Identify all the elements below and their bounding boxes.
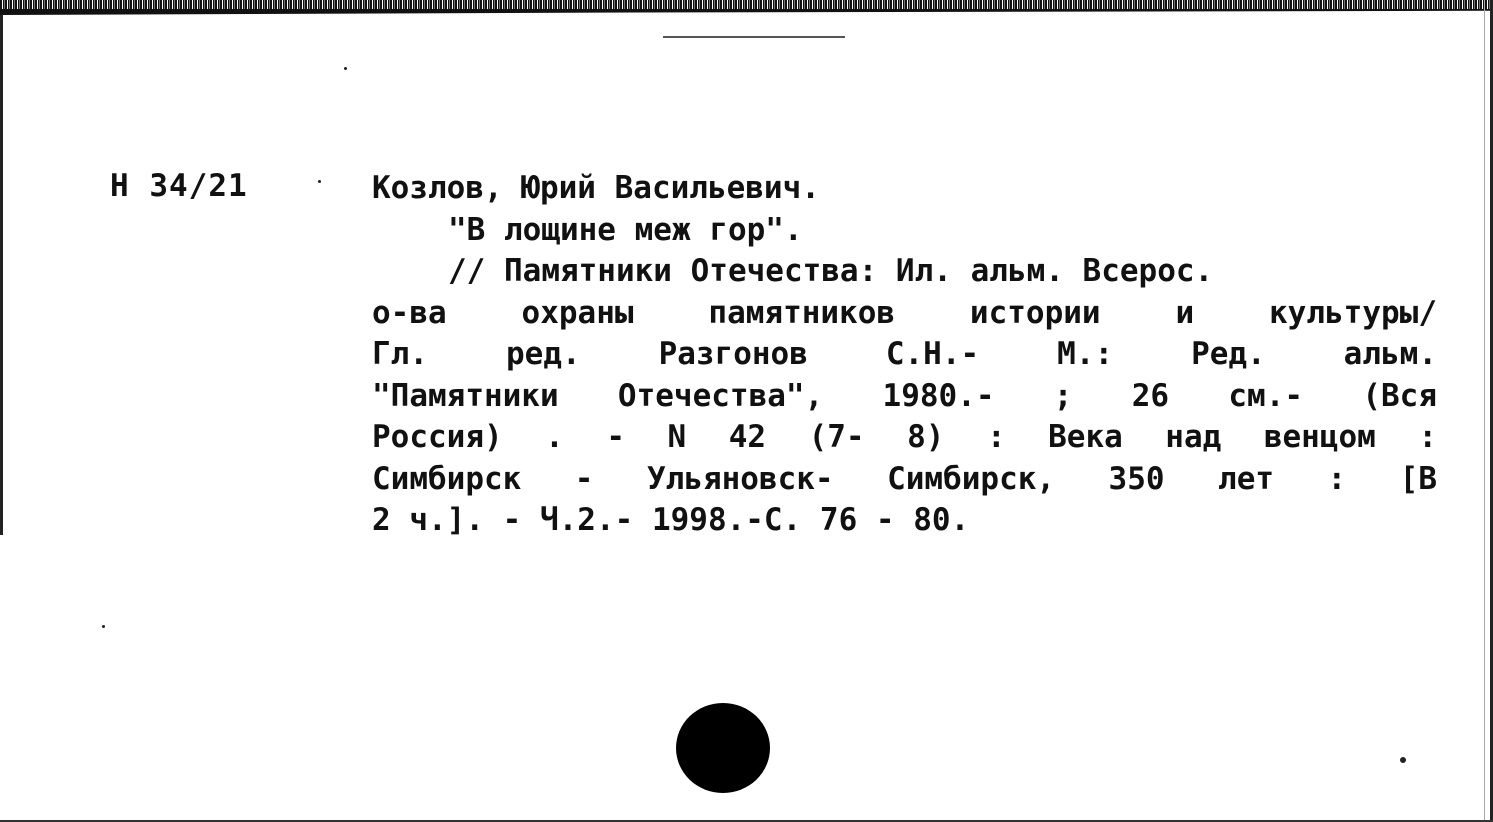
description-line: Россия) . - N 42 (7- 8) : Века над венцом : [372, 419, 1437, 455]
shelf-mark: Н 34/21 [110, 168, 248, 204]
card-top-border-shadow [0, 9, 1493, 15]
speck [318, 180, 321, 183]
description-line: Симбирск - Ульяновск- Симбирск, 350 лет : [В [372, 460, 1437, 497]
author-line: Козлов, Юрий Васильевич. [372, 170, 820, 206]
bibliographic-entry [372, 168, 1437, 542]
description-line: 2 ч.]. - Ч.2.- 1998.-С. 76 - 80. [372, 502, 970, 538]
description-line: о-ва охраны памятников истории и культуры/ [372, 294, 1437, 331]
speck [344, 67, 347, 70]
speck [1400, 757, 1406, 763]
description-line: // Памятники Отечества: Ил. альм. Всерос. [448, 253, 1214, 289]
description-line: "Памятники Отечества", 1980.- ; 26 см.- (Вся [372, 377, 1437, 414]
top-dash-mark [663, 36, 845, 38]
card-right-edge-line [1484, 0, 1485, 822]
card-top-border [0, 0, 1493, 9]
description-line: Гл. ред. Разгонов С.Н.- М.: Ред. альм. [372, 336, 1437, 372]
speck [102, 625, 105, 628]
title-line: "В лощине меж гор". [448, 211, 803, 248]
card-left-edge [0, 15, 3, 535]
punch-hole [676, 703, 770, 793]
